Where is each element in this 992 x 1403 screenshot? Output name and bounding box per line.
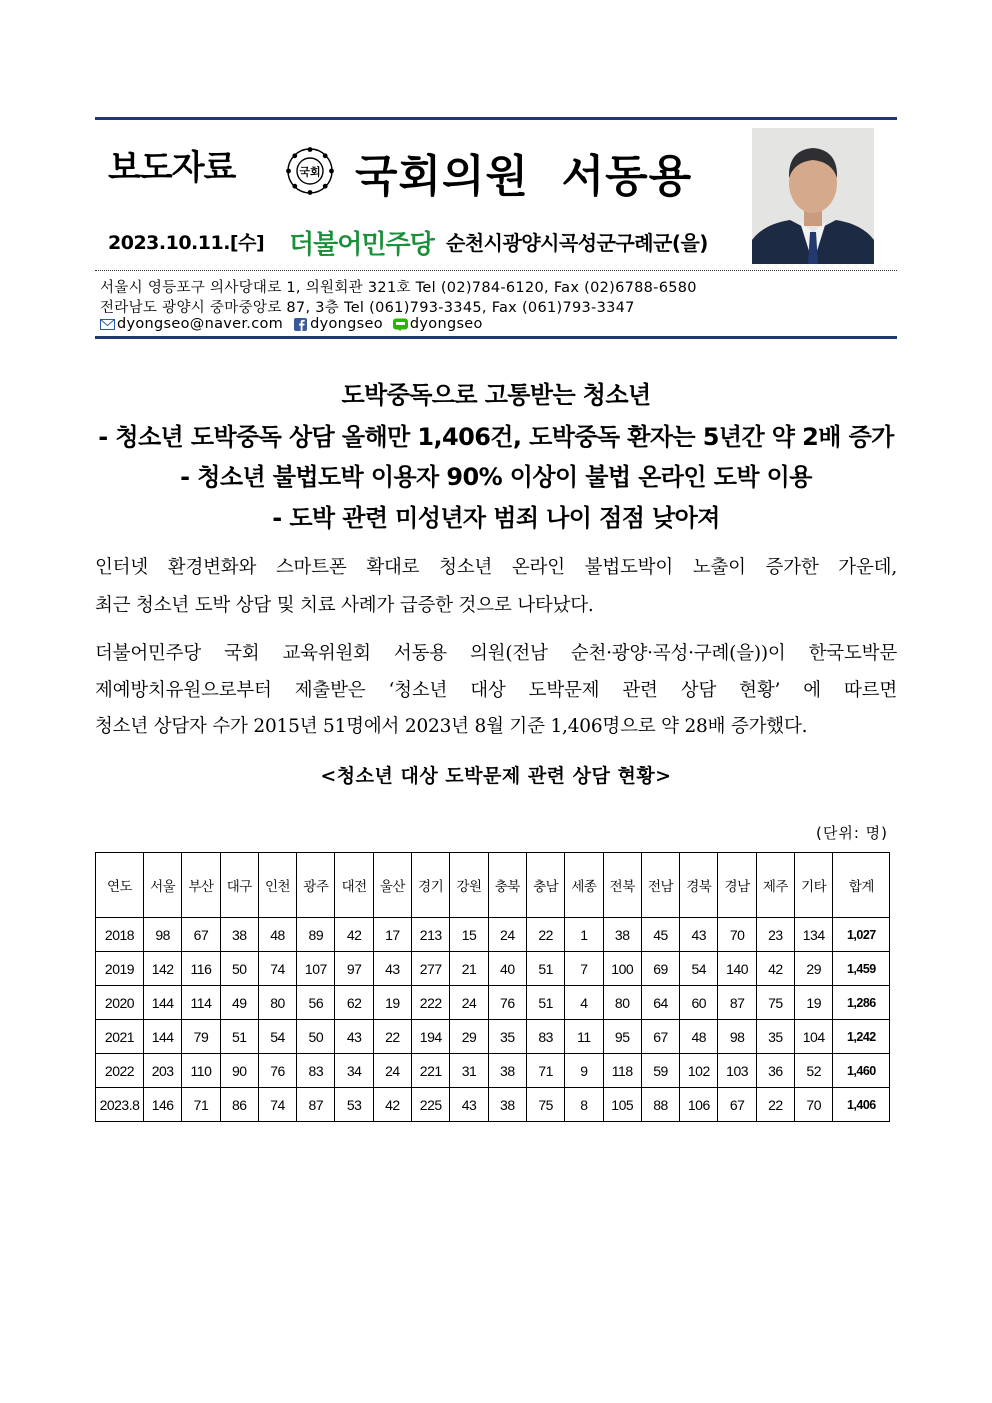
column-header: 대구 (220, 853, 258, 918)
table-cell: 80 (258, 986, 296, 1020)
table-cell: 4 (565, 986, 603, 1020)
table-cell: 90 (220, 1054, 258, 1088)
column-header: 전남 (641, 853, 679, 918)
column-header: 광주 (297, 853, 335, 918)
table-cell: 50 (220, 952, 258, 986)
blog-handle[interactable]: dyongseo (409, 316, 483, 332)
table-cell: 225 (412, 1088, 450, 1122)
table-cell-total: 1,459 (833, 952, 890, 986)
table-cell: 70 (718, 918, 756, 952)
table-cell: 29 (795, 952, 833, 986)
facebook-icon (293, 318, 308, 331)
table-cell: 89 (297, 918, 335, 952)
table-title: <청소년 대상 도박문제 관련 상담 현황> (320, 765, 672, 787)
table-cell: 71 (526, 1054, 564, 1088)
table-cell: 17 (373, 918, 411, 952)
table-cell: 43 (680, 918, 718, 952)
table-cell: 38 (220, 918, 258, 952)
table-cell: 114 (182, 986, 220, 1020)
contact-seoul: 서울시 영등포구 의사당대로 1, 의원회관 321호 Tel (02)784-6120, Fax (02)6788-6580 (100, 280, 697, 296)
table-cell-year: 2022 (96, 1054, 144, 1088)
table-cell-total: 1,242 (833, 1020, 890, 1054)
table-cell: 134 (795, 918, 833, 952)
table-cell: 67 (641, 1020, 679, 1054)
table-cell: 71 (182, 1088, 220, 1122)
table-cell: 83 (297, 1054, 335, 1088)
table-cell: 36 (756, 1054, 794, 1088)
table-cell-total: 1,460 (833, 1054, 890, 1088)
table-cell: 97 (335, 952, 373, 986)
table-cell: 22 (526, 918, 564, 952)
district: 순천시광양시곡성군구례군(을) (446, 231, 708, 255)
table-cell-year: 2019 (96, 952, 144, 986)
table-row (96, 1020, 890, 1054)
table-cell: 53 (335, 1088, 373, 1122)
table-cell: 203 (144, 1054, 182, 1088)
table-cell: 64 (641, 986, 679, 1020)
table-header-row (96, 853, 890, 918)
table-cell: 67 (718, 1088, 756, 1122)
table-cell: 19 (373, 986, 411, 1020)
headline-sub-2: - 청소년 불법도박 이용자 90% 이상이 불법 온라인 도박 이용 (180, 463, 812, 491)
headline-sub-1: - 청소년 도박중독 상담 올해만 1,406건, 도박중독 환자는 5년간 약 2배 증가 (98, 423, 894, 451)
table-cell: 1 (565, 918, 603, 952)
release-date: 2023.10.11.[수] (108, 232, 265, 254)
table-cell: 87 (718, 986, 756, 1020)
table-cell-year: 2020 (96, 986, 144, 1020)
table-row (96, 918, 890, 952)
table-cell: 146 (144, 1088, 182, 1122)
table-cell: 76 (488, 986, 526, 1020)
table-cell: 95 (603, 1020, 641, 1054)
table-cell: 56 (297, 986, 335, 1020)
table-cell: 43 (373, 952, 411, 986)
table-cell: 35 (756, 1020, 794, 1054)
column-header: 제주 (756, 853, 794, 918)
facebook-handle[interactable]: dyongseo (310, 316, 383, 332)
column-header: 경남 (718, 853, 756, 918)
table-cell: 9 (565, 1054, 603, 1088)
paragraph-2-line-1: 더불어민주당 국회 교육위원회 서동용 의원(전남 순천·광양·곡성·구례(을))이 한국도박문 (95, 643, 897, 664)
table-cell: 100 (603, 952, 641, 986)
table-cell: 118 (603, 1054, 641, 1088)
headline-title: 도박중독으로 고통받는 청소년 (341, 381, 651, 409)
column-header: 대전 (335, 853, 373, 918)
table-cell: 19 (795, 986, 833, 1020)
table-cell: 86 (220, 1088, 258, 1122)
table-cell: 48 (680, 1020, 718, 1054)
table-cell: 87 (297, 1088, 335, 1122)
table-cell: 144 (144, 1020, 182, 1054)
table-cell: 43 (450, 1088, 488, 1122)
table-cell: 24 (450, 986, 488, 1020)
table-cell: 40 (488, 952, 526, 986)
table-cell: 59 (641, 1054, 679, 1088)
table-row (96, 986, 890, 1020)
table-cell: 107 (297, 952, 335, 986)
table-cell: 83 (526, 1020, 564, 1054)
email-address[interactable]: dyongseo@naver.com (117, 316, 284, 332)
table-cell-total: 1,027 (833, 918, 890, 952)
table-cell: 49 (220, 986, 258, 1020)
table-cell: 79 (182, 1020, 220, 1054)
table-cell: 52 (795, 1054, 833, 1088)
table-cell: 80 (603, 986, 641, 1020)
table-cell: 54 (258, 1020, 296, 1054)
email-icon (100, 318, 115, 331)
table-cell: 277 (412, 952, 450, 986)
table-cell: 60 (680, 986, 718, 1020)
headline-sub-3: - 도박 관련 미성년자 범죄 나이 점점 낮아져 (272, 504, 720, 532)
table-cell: 51 (526, 986, 564, 1020)
header-dotted-divider (95, 270, 897, 271)
table-cell: 21 (450, 952, 488, 986)
table-cell: 74 (258, 952, 296, 986)
table-cell: 22 (373, 1020, 411, 1054)
table-cell: 8 (565, 1088, 603, 1122)
table-cell: 38 (488, 1054, 526, 1088)
header-bottom-rule (95, 336, 897, 339)
table-cell: 45 (641, 918, 679, 952)
table-cell: 35 (488, 1020, 526, 1054)
table-cell: 140 (718, 952, 756, 986)
column-header: 부산 (182, 853, 220, 918)
table-cell: 43 (335, 1020, 373, 1054)
table-unit: (단위: 명) (816, 824, 888, 842)
table-cell: 102 (680, 1054, 718, 1088)
table-cell: 7 (565, 952, 603, 986)
counseling-table (95, 852, 890, 1122)
table-row (96, 1054, 890, 1088)
column-header-total: 합계 (833, 853, 890, 918)
table-cell: 54 (680, 952, 718, 986)
contact-gwangyang: 전라남도 광양시 중마중앙로 87, 3층 Tel (061)793-3345, Fax (061)793-3347 (100, 300, 635, 316)
table-cell-year: 2021 (96, 1020, 144, 1054)
table-cell: 88 (641, 1088, 679, 1122)
table-cell: 221 (412, 1054, 450, 1088)
table-cell: 23 (756, 918, 794, 952)
table-row (96, 1088, 890, 1122)
table-cell: 42 (756, 952, 794, 986)
table-cell: 31 (450, 1054, 488, 1088)
table-cell-total: 1,406 (833, 1088, 890, 1122)
column-header: 강원 (450, 853, 488, 918)
blog-icon (393, 318, 408, 331)
header-top-rule (95, 117, 897, 120)
table-cell: 29 (450, 1020, 488, 1054)
column-header: 경기 (412, 853, 450, 918)
table-cell: 50 (297, 1020, 335, 1054)
table-cell: 116 (182, 952, 220, 986)
table-cell: 75 (756, 986, 794, 1020)
table-cell: 106 (680, 1088, 718, 1122)
paragraph-2-line-3: 청소년 상담자 수가 2015년 51명에서 2023년 8월 기준 1,406명으로 약 28배 증가했다. (95, 716, 808, 737)
table-cell: 42 (335, 918, 373, 952)
table-cell: 11 (565, 1020, 603, 1054)
table-cell: 104 (795, 1020, 833, 1054)
table-cell: 76 (258, 1054, 296, 1088)
release-label: 보도자료 (108, 148, 236, 188)
table-cell: 38 (603, 918, 641, 952)
table-cell: 62 (335, 986, 373, 1020)
column-header: 전북 (603, 853, 641, 918)
table-cell: 75 (526, 1088, 564, 1122)
column-header: 경북 (680, 853, 718, 918)
table-cell: 24 (373, 1054, 411, 1088)
table-cell-year: 2018 (96, 918, 144, 952)
column-header: 인천 (258, 853, 296, 918)
column-header: 충남 (526, 853, 564, 918)
table-cell: 103 (718, 1054, 756, 1088)
table-cell: 110 (182, 1054, 220, 1088)
table-cell: 48 (258, 918, 296, 952)
table-cell: 51 (220, 1020, 258, 1054)
table-cell: 142 (144, 952, 182, 986)
table-cell: 15 (450, 918, 488, 952)
table-row (96, 952, 890, 986)
paragraph-1-line-1: 인터넷 환경변화와 스마트폰 확대로 청소년 온라인 불법도박이 노출이 증가한 가운데, (95, 557, 897, 578)
table-cell: 38 (488, 1088, 526, 1122)
table-cell: 98 (144, 918, 182, 952)
contact-online (100, 316, 483, 332)
table-cell: 70 (795, 1088, 833, 1122)
table-cell: 144 (144, 986, 182, 1020)
column-header: 서울 (144, 853, 182, 918)
table-cell: 34 (335, 1054, 373, 1088)
table-cell: 98 (718, 1020, 756, 1054)
table-cell: 69 (641, 952, 679, 986)
column-header: 세종 (565, 853, 603, 918)
table-cell-year: 2023.8 (96, 1088, 144, 1122)
paragraph-2-line-2: 제예방치유원으로부터 제출받은 ‘청소년 대상 도박문제 관련 상담 현황’ 에 따르면 (95, 680, 897, 701)
table-cell: 213 (412, 918, 450, 952)
column-header: 기타 (795, 853, 833, 918)
table-cell: 42 (373, 1088, 411, 1122)
table-cell: 51 (526, 952, 564, 986)
paragraph-1-line-2: 최근 청소년 도박 상담 및 치료 사례가 급증한 것으로 나타났다. (95, 595, 594, 616)
column-header: 충북 (488, 853, 526, 918)
table-cell: 222 (412, 986, 450, 1020)
table-cell: 22 (756, 1088, 794, 1122)
table-cell-total: 1,286 (833, 986, 890, 1020)
emblem-text: 국회 (299, 165, 321, 179)
table-cell: 105 (603, 1088, 641, 1122)
member-title: 국회의원 서동용 (355, 151, 693, 202)
member-photo (752, 128, 874, 264)
table-cell: 67 (182, 918, 220, 952)
column-header: 울산 (373, 853, 411, 918)
table-cell: 194 (412, 1020, 450, 1054)
national-assembly-emblem (285, 146, 335, 196)
table-cell: 74 (258, 1088, 296, 1122)
column-header: 연도 (96, 853, 144, 918)
table-cell: 24 (488, 918, 526, 952)
party-logo: 더불어민주당 (289, 230, 434, 260)
